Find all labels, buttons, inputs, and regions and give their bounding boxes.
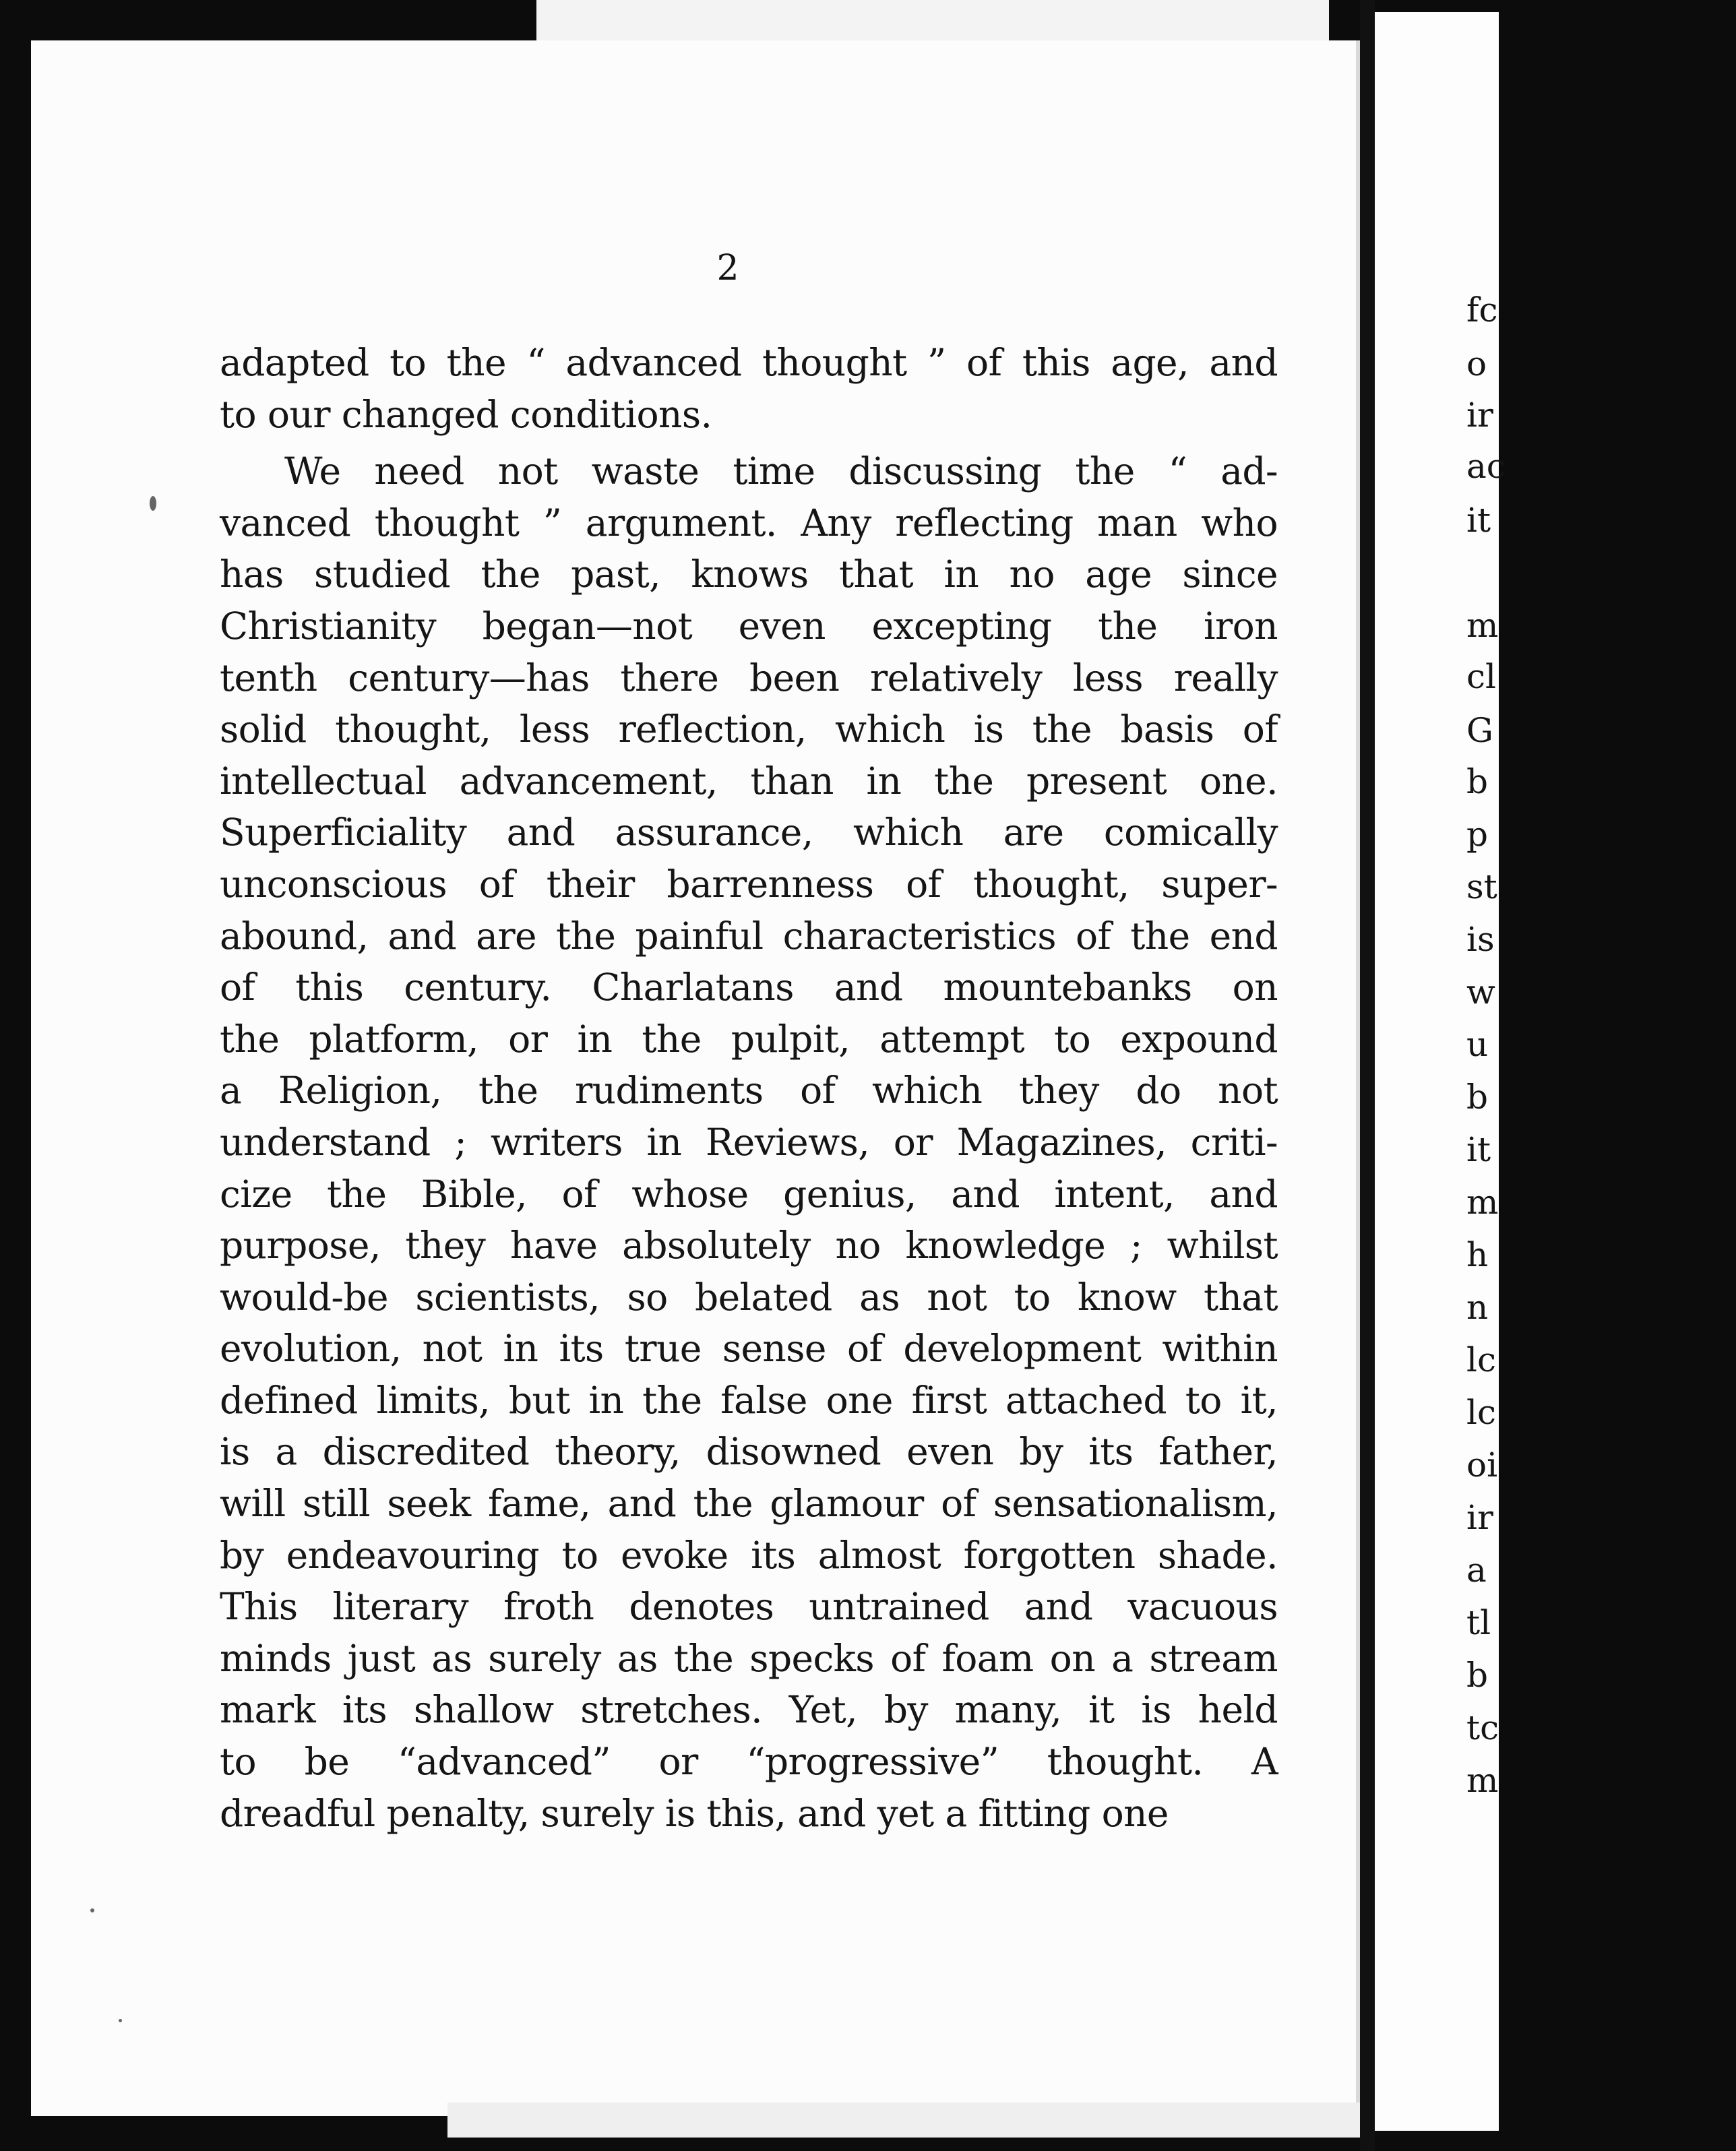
text-line: the platform, or in the pulpit, attempt to expound [220, 1017, 1278, 1061]
underlying-page-strip-bottom [447, 2102, 1361, 2138]
text-line: cize the Bible, of whose genius, and intent, and [220, 1172, 1278, 1216]
text-line: defined limits, but in the false one first attached to it, [220, 1378, 1278, 1422]
facing-page-fragment: lc [1466, 1393, 1496, 1432]
facing-page-fragment: b [1466, 762, 1489, 801]
text-line: dreadful penalty, surely is this, and yet a fitting one [220, 1791, 1169, 1835]
text-line: We need not waste time discussing the “ ad- [284, 449, 1278, 493]
text-line: has studied the past, knows that in no age since [220, 553, 1278, 596]
facing-page-fragment: cl [1466, 657, 1496, 696]
text-line: vanced thought ” argument. Any reflecting man who [220, 501, 1278, 544]
page-body-text [220, 337, 1278, 1839]
facing-page-fragment: m [1466, 1183, 1499, 1222]
facing-page-fragment: m [1466, 606, 1499, 645]
book-gutter [1360, 0, 1375, 2151]
facing-page-fragment: it [1466, 1130, 1491, 1169]
facing-page-fragment: lc [1466, 1340, 1496, 1379]
text-line: unconscious of their barrenness of thought, super- [220, 862, 1278, 906]
text-line: tenth century—has there been relatively less really [220, 656, 1278, 699]
facing-page-fragment: oi [1466, 1445, 1498, 1485]
text-line: adapted to the “ advanced thought ” of this age, and [220, 341, 1278, 384]
page-number: 2 [716, 248, 739, 288]
facing-page-fragment: u [1466, 1025, 1489, 1064]
facing-page-fragment: b [1466, 1656, 1489, 1695]
facing-page-fragment: tl [1466, 1603, 1491, 1642]
facing-page-fragment: m [1466, 1761, 1499, 1800]
text-line: solid thought, less reflection, which is the basis of [220, 708, 1278, 751]
text-line: to our changed conditions. [220, 392, 712, 436]
facing-page-fragment: tc [1466, 1708, 1499, 1747]
text-line: This literary froth denotes untrained and vacuous [220, 1585, 1278, 1629]
text-line: of this century. Charlatans and mountebanks on [220, 966, 1278, 1009]
facing-page-fragment: n [1466, 1288, 1489, 1327]
text-line: to be “advanced” or “progressive” thought. A [220, 1740, 1278, 1784]
facing-page-fragment: ir [1466, 1498, 1493, 1537]
facing-page-fragment: p [1466, 815, 1489, 854]
text-line: Christianity began—not even excepting the iron [220, 604, 1278, 648]
facing-page-fragment: a [1466, 1551, 1487, 1590]
facing-page-fragment: o [1466, 344, 1487, 383]
facing-page-fragment: G [1466, 711, 1493, 750]
facing-page-fragment: ac [1466, 447, 1506, 486]
text-line: by endeavouring to evoke its almost forgotten shade. [220, 1533, 1278, 1577]
scan-speck [119, 2019, 122, 2022]
facing-page-fragment: ir [1466, 396, 1493, 435]
text-line: will still seek fame, and the glamour of sensationalism, [220, 1482, 1278, 1526]
text-line: intellectual advancement, than in the present one. [220, 759, 1278, 803]
facing-page-fragment: is [1466, 920, 1495, 959]
text-line: evolution, not in its true sense of development within [220, 1327, 1278, 1371]
text-line: abound, and are the painful characteristics of the end [220, 914, 1278, 958]
text-line: is a discredited theory, disowned even by its father, [220, 1430, 1278, 1474]
facing-page-fragment: b [1466, 1078, 1489, 1117]
text-line: mark its shallow stretches. Yet, by many, it is held [220, 1688, 1278, 1732]
facing-page-fragment: w [1466, 972, 1495, 1011]
text-line: a Religion, the rudiments of which they do not [220, 1069, 1278, 1113]
text-line: minds just as surely as the specks of foam on a stream [220, 1636, 1278, 1680]
text-line: purpose, they have absolutely no knowledge ; whilst [220, 1224, 1278, 1268]
scan-speck [150, 496, 156, 511]
text-line: understand ; writers in Reviews, or Magazines, criti- [220, 1120, 1278, 1164]
text-line: would-be scientists, so belated as not to know that [220, 1275, 1278, 1319]
facing-page-fragment: st [1466, 867, 1497, 906]
facing-page [1375, 12, 1506, 2131]
facing-page-fragment: it [1466, 501, 1491, 540]
facing-page-fragment: fc [1466, 290, 1498, 330]
facing-page-fragment: h [1466, 1235, 1489, 1274]
scan-speck [90, 1908, 94, 1912]
text-line: Superficiality and assurance, which are comically [220, 811, 1278, 854]
